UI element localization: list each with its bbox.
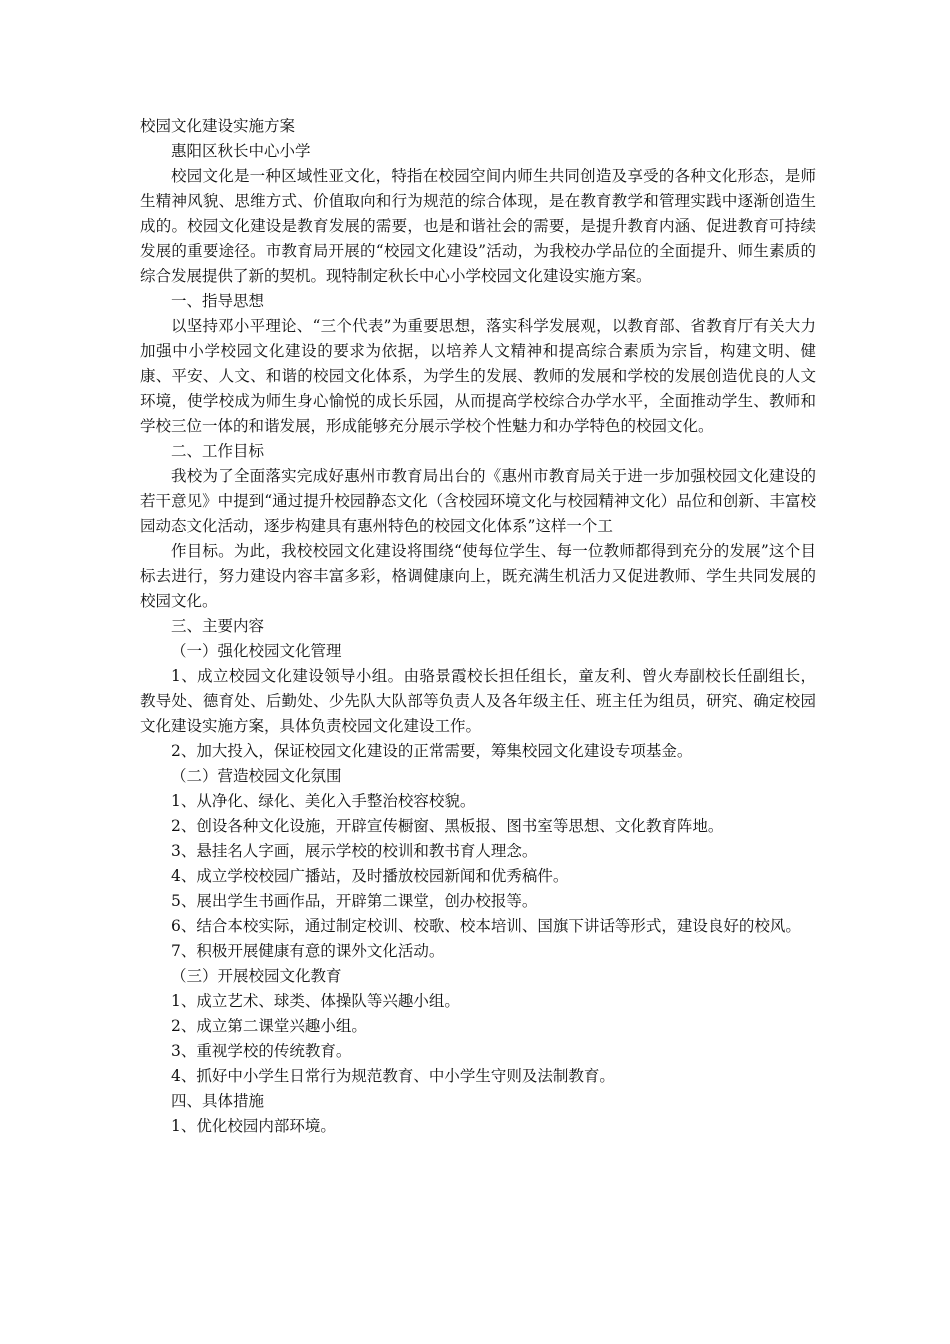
- document-title: 校园文化建设实施方案: [140, 117, 296, 135]
- subsection-heading-management: （一）强化校园文化管理: [171, 642, 342, 660]
- section-heading-work-goals: 二、工作目标: [171, 442, 265, 460]
- paragraph-work-goals-1: 我校为了全面落实完成好惠州市教育局出台的《惠州市教育局关于进一步加强校园文化建设的若干意见》中提到“通过提升校园静态文化（含校园环境文化与校园精神文化）品位和创新、丰富校园动态文化活动，逐步构建具有惠州特色的校园文化体系”这样一个工: [140, 467, 816, 535]
- list-item: 1、优化校园内部环境。: [171, 1117, 336, 1135]
- list-item: 1、成立校园文化建设领导小组。由骆景霞校长担任组长，童友利、曾火寿副校长任副组长，教导处、德育处、后勤处、少先队大队部等负责人及各年级主任、班主任为组员，研究、确定校园文化建设实施方案，具体负责校园文化建设工作。: [140, 667, 816, 735]
- section-heading-main-content: 三、主要内容: [171, 617, 265, 635]
- list-item: 1、成立艺术、球类、体操队等兴趣小组。: [171, 992, 460, 1010]
- list-item: 2、成立第二课堂兴趣小组。: [171, 1017, 367, 1035]
- intro-paragraph: 校园文化是一种区域性亚文化，特指在校园空间内师生共同创造及享受的各种文化形态，是师生精神风貌、思维方式、价值取向和行为规范的综合体现，是在教育教学和管理实践中逐渐创造生成的。校园文化建设是教育发展的需要，也是和谐社会的需要，是提升教育内涵、促进教育可持续发展的重要途径。市教育局开展的“校园文化建设”活动，为我校办学品位的全面提升、师生素质的综合发展提供了新的契机。现特制定秋长中心小学校园文化建设实施方案。: [140, 167, 816, 285]
- list-item: 4、成立学校校园广播站，及时播放校园新闻和优秀稿件。: [171, 867, 569, 885]
- section-heading-guiding-ideology: 一、指导思想: [171, 292, 265, 310]
- document-body: [140, 114, 816, 1139]
- list-item: 1、从净化、绿化、美化入手整治校容校貌。: [171, 792, 476, 810]
- list-item: 3、悬挂名人字画，展示学校的校训和教书育人理念。: [171, 842, 538, 860]
- school-name: 惠阳区秋长中心小学: [171, 142, 311, 160]
- list-item: 3、重视学校的传统教育。: [171, 1042, 352, 1060]
- list-item: 5、展出学生书画作品，开辟第二课堂，创办校报等。: [171, 892, 538, 910]
- paragraph-work-goals-2: 作目标。为此，我校校园文化建设将围绕“使每位学生、每一位教师都得到充分的发展”这个目标去进行，努力建设内容丰富多彩，格调健康向上，既充满生机活力又促进教师、学生共同发展的校园文化。: [140, 542, 816, 610]
- paragraph-guiding-ideology: 以坚持邓小平理论、“三个代表”为重要思想，落实科学发展观，以教育部、省教育厅有关大力加强中小学校园文化建设的要求为依据，以培养人文精神和提高综合素质为宗旨，构建文明、健康、平安、人文、和谐的校园文化体系，为学生的发展、教师的发展和学校的发展创造优良的人文环境，使学校成为师生身心愉悦的成长乐园，从而提高学校综合办学水平，全面推动学生、教师和学校三位一体的和谐发展，形成能够充分展示学校个性魅力和办学特色的校园文化。: [140, 317, 816, 435]
- list-item: 7、积极开展健康有意的课外文化活动。: [171, 942, 445, 960]
- list-item: 2、加大投入，保证校园文化建设的正常需要，筹集校园文化建设专项基金。: [171, 742, 693, 760]
- subsection-heading-atmosphere: （二）营造校园文化氛围: [171, 767, 342, 785]
- list-item: 2、创设各种文化设施，开辟宣传橱窗、黑板报、图书室等思想、文化教育阵地。: [171, 817, 724, 835]
- subsection-heading-education: （三）开展校园文化教育: [171, 967, 342, 985]
- section-heading-measures: 四、具体措施: [171, 1092, 265, 1110]
- list-item: 6、结合本校实际，通过制定校训、校歌、校本培训、国旗下讲话等形式，建设良好的校风。: [171, 917, 801, 935]
- list-item: 4、抓好中小学生日常行为规范教育、中小学生守则及法制教育。: [171, 1067, 615, 1085]
